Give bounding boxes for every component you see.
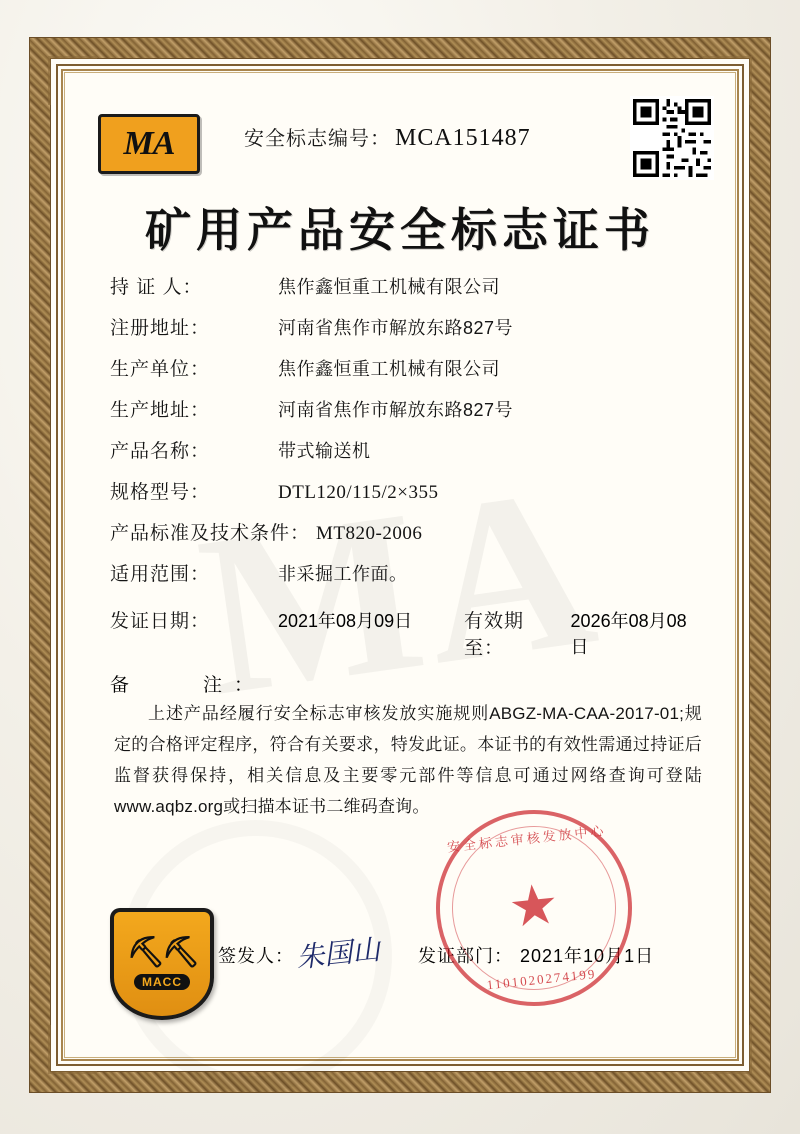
issuer-label: 发证部门： — [418, 946, 513, 966]
field-label: 生产地址： — [110, 400, 211, 421]
certificate-footer — [100, 823, 710, 1016]
issue-date-value: 2021年08月09日 — [278, 611, 413, 631]
signer-label: 签发人： — [218, 946, 294, 966]
field-row-production-address — [110, 395, 700, 422]
star-icon: ★ — [505, 871, 562, 940]
ma-logo-text: MA — [123, 125, 175, 162]
field-row-model — [110, 477, 700, 504]
field-label: 产品标准及技术条件： — [110, 523, 311, 544]
remark-label: 备 注： — [110, 675, 266, 696]
field-value: 非采掘工作面。 — [278, 564, 408, 584]
field-value: 焦作鑫恒重工机械有限公司 — [278, 277, 500, 297]
macc-emblem — [110, 908, 206, 1012]
field-label: 适用范围： — [110, 564, 211, 585]
field-row-product-name — [110, 436, 700, 463]
field-row-standard — [110, 518, 700, 545]
field-label: 规格型号： — [110, 482, 211, 503]
statement-paragraph: 上述产品经履行安全标志审核发放实施规则ABGZ-MA-CAA-2017-01;规定的合格评定程序，符合有关要求，特发此证。本证书的有效性需通过持证后监督获得保持，相关信息及主要零元部件等信息可通过网络查询可登陆www.aqbz.org或扫描本证书二维码查询。 — [114, 704, 702, 816]
macc-shield-icon — [110, 908, 214, 1020]
seal-bottom-text: 1101020274199 — [485, 965, 597, 993]
field-row-holder — [110, 272, 700, 299]
field-row-registered-address — [110, 313, 700, 340]
valid-until-value: 2026年08月08日 — [570, 611, 687, 657]
issue-date-label: 发证日期： — [110, 611, 211, 632]
field-label: 持 证 人： — [110, 277, 203, 298]
field-value: DTL120/115/2×355 — [278, 482, 439, 503]
issuer-date: 2021年10月1日 — [520, 946, 655, 966]
signature: 朱国山 — [294, 934, 382, 975]
field-row-remark — [110, 670, 700, 697]
field-label: 产品名称： — [110, 441, 211, 462]
valid-until-label: 有效期至： — [464, 611, 525, 659]
official-red-seal — [426, 800, 641, 1015]
seal-top-text: 安全标志审核发放中心 — [446, 823, 608, 855]
ma-logo — [98, 114, 200, 174]
page-title: 矿用产品安全标志证书 — [145, 205, 655, 256]
serial-number — [244, 122, 531, 152]
field-row-dates — [110, 606, 700, 660]
crossed-picks-icon: ⛏⛏ — [126, 936, 198, 969]
field-value: 焦作鑫恒重工机械有限公司 — [278, 359, 500, 379]
field-value: MT820-2006 — [316, 523, 423, 544]
qr-code-icon — [630, 96, 714, 180]
field-label: 注册地址： — [110, 318, 211, 339]
field-label: 生产单位： — [110, 359, 211, 380]
serial-label: 安全标志编号： — [244, 128, 391, 150]
qr-code-svg — [633, 99, 711, 177]
field-value: 带式输送机 — [278, 441, 371, 461]
field-value: 河南省焦作市解放东路827号 — [278, 318, 514, 338]
field-row-manufacturer — [110, 354, 700, 381]
macc-label: MACC — [134, 974, 190, 990]
field-list — [110, 272, 700, 697]
serial-value: MCA151487 — [395, 125, 531, 151]
certificate-content — [80, 86, 720, 1044]
field-row-scope — [110, 559, 700, 586]
field-value: 河南省焦作市解放东路827号 — [278, 400, 514, 420]
